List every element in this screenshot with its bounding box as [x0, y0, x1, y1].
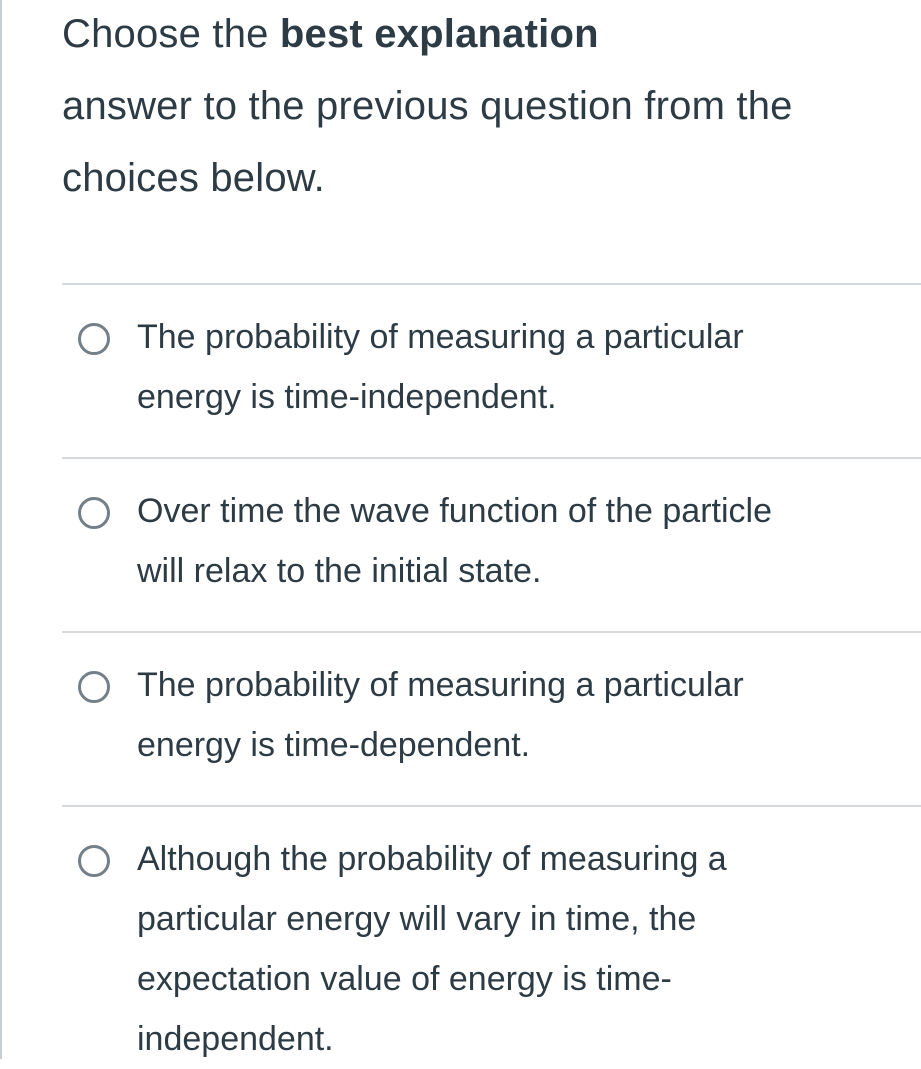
- radio-button-4[interactable]: [78, 845, 110, 877]
- radio-button-3[interactable]: [78, 671, 110, 703]
- radio-button-2[interactable]: [78, 497, 110, 529]
- answer-list: [62, 283, 921, 1063]
- answer-option-3[interactable]: [62, 631, 921, 805]
- question-text-after: [62, 84, 793, 200]
- answer-option-4[interactable]: [62, 805, 921, 1063]
- answer-option-1[interactable]: [62, 283, 921, 457]
- question-prompt: [62, 0, 921, 214]
- question-bold-text: best explanation: [279, 12, 599, 56]
- answer-label-3: The probability of measuring a particular energy is time-dependent.: [137, 666, 744, 764]
- question-text-before: Choose the: [62, 12, 280, 56]
- answer-label-1: The probability of measuring a particular energy is time-independent.: [137, 318, 744, 416]
- answer-label-2: Over time the wave function of the particle will relax to the initial state.: [137, 492, 772, 590]
- answer-option-2[interactable]: [62, 457, 921, 631]
- question-text-after-line1: answer to the previous question from the: [62, 84, 793, 128]
- radio-button-1[interactable]: [78, 323, 110, 355]
- answer-label-4: Although the probability of measuring a particular energy will vary in time, the expectation value of energy is time- independent.: [137, 840, 727, 1058]
- left-border: [0, 0, 2, 1059]
- question-text-after-line2: choices below.: [62, 156, 325, 200]
